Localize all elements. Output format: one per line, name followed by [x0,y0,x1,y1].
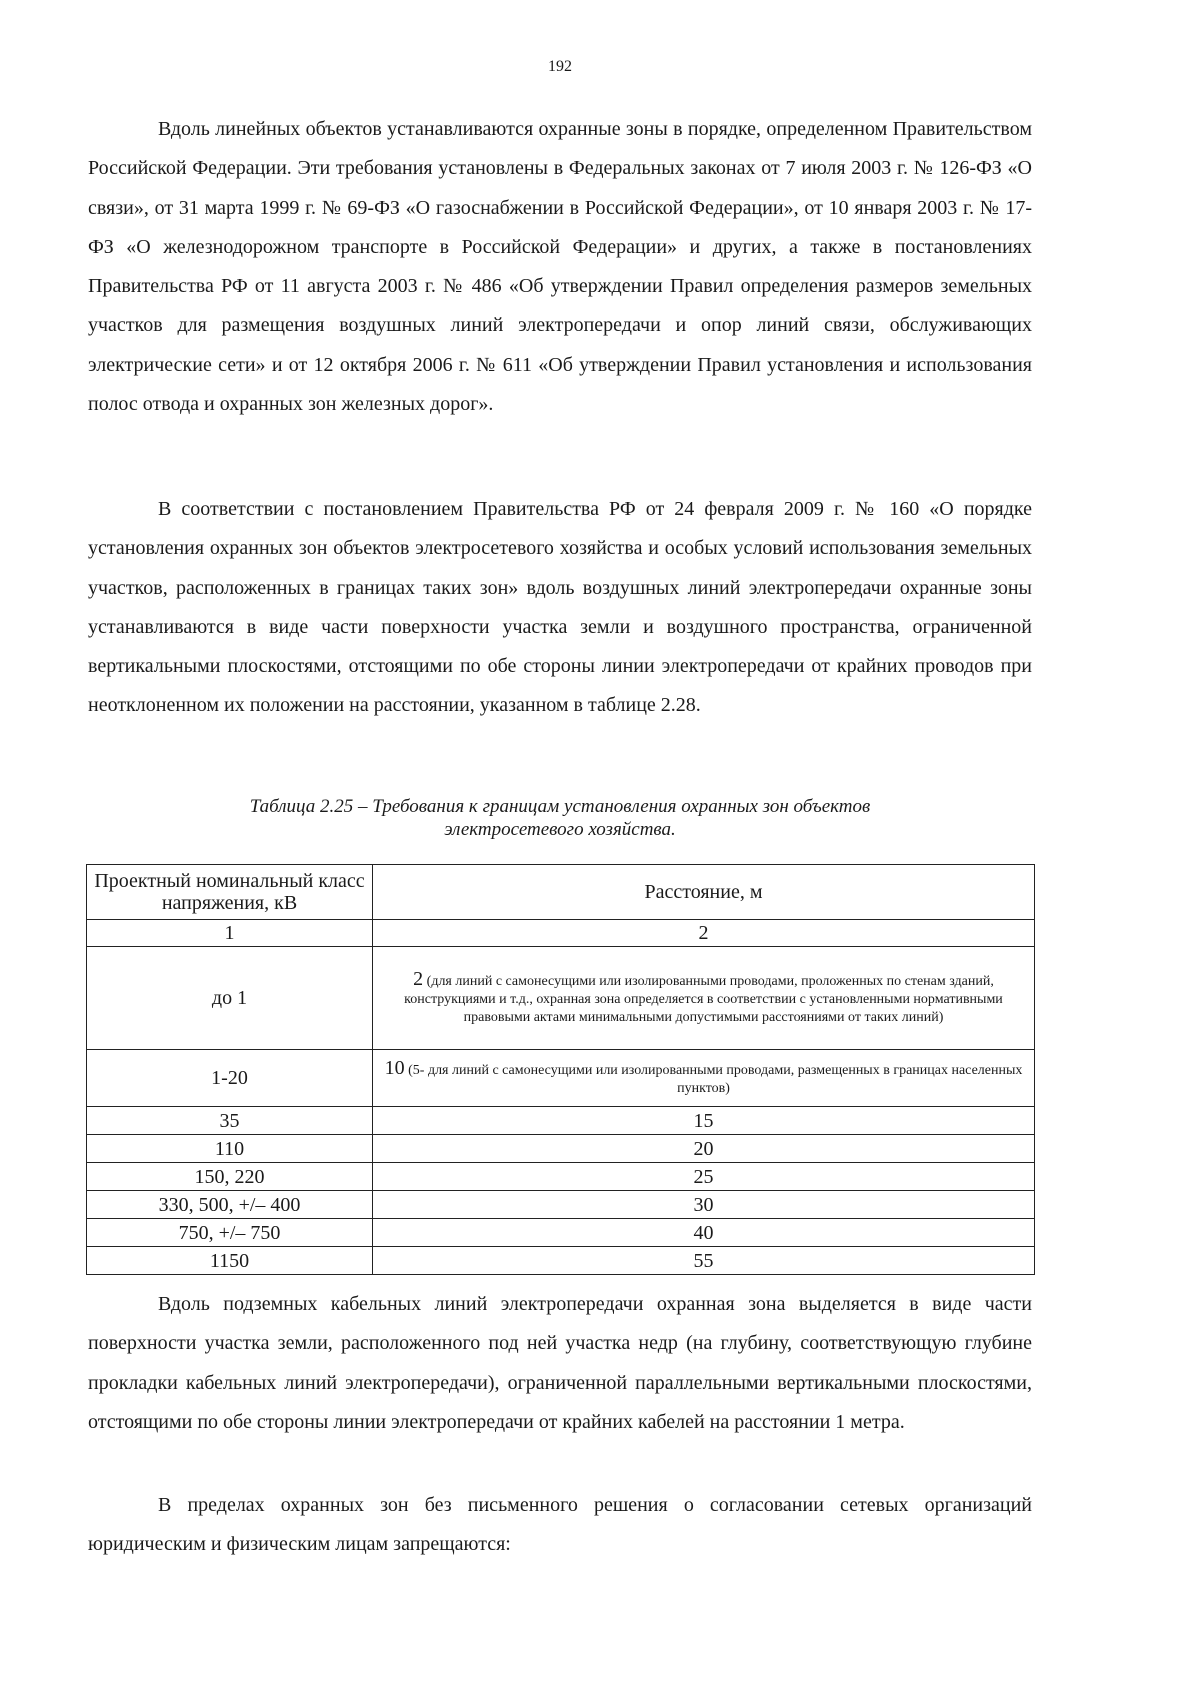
distance-cell [373,1050,1035,1107]
voltage-cell: 1-20 [87,1050,373,1107]
paragraph-cable-lines [88,1285,1032,1442]
voltage-cell: 330, 500, +/– 400 [87,1191,373,1219]
voltage-cell: до 1 [87,947,373,1050]
column-number-2: 2 [373,920,1035,947]
distance-cell: 30 [373,1191,1035,1219]
data-table [86,864,1035,1275]
distance-cell: 40 [373,1219,1035,1247]
voltage-cell: 1150 [87,1247,373,1275]
distance-cell: 25 [373,1163,1035,1191]
protection-zones-table [86,864,1035,1275]
paragraph-text: В пределах охранных зон без письменного решения о согласовании сетевых организаций юридическим и физическим лицам запрещаются: [88,1494,1032,1556]
table-caption-line-1: Таблица 2.25 – Требования к границам установления охранных зон объектов [249,796,871,817]
table-column-number-row [87,920,1035,947]
table-row [87,1135,1035,1163]
distance-value: 10 [384,1056,405,1079]
header-voltage: Проектный номинальный класс напряжения, кВ [87,865,373,920]
paragraph-linear-objects [88,110,1032,424]
table-caption [88,795,1032,841]
distance-note: (для линий с самонесущими или изолированными проводами, проложенных по стенам зданий, конструкциями и т.д., охранная зона определяется в соответствии с установленными нормативными правовыми актами минимальными допустимыми расстояниями от таких линий) [404,973,1003,1025]
table-row [87,1247,1035,1275]
table-row [87,1050,1035,1107]
header-distance: Расстояние, м [373,865,1035,920]
table-row [87,1191,1035,1219]
column-number-1: 1 [87,920,373,947]
distance-cell: 15 [373,1107,1035,1135]
table-header-row [87,865,1035,920]
distance-cell: 55 [373,1247,1035,1275]
paragraph-text: Вдоль подземных кабельных линий электропередачи охранная зона выделяется в виде части поверхности участка земли, расположенного под ней участка недр (на глубину, соответствующую глубине прокладки кабельных линий электропередачи), ограниченной параллельными вертикальными плоскостями, отстоящими по обе стороны линии электропередачи от крайних кабелей на расстоянии 1 метра. [88,1293,1032,1433]
distance-cell [373,947,1035,1050]
paragraph-text: В соответствии с постановлением Правительства РФ от 24 февраля 2009 г. № 160 «О порядке установления охранных зон объектов электросетевого хозяйства и особых условий использования земельных участков, расположенных в границах таких зон» вдоль воздушных линий электропередачи охранные зоны устанавливаются в виде части поверхности участка земли и воздушного пространства, ограниченной вертикальными плоскостями, отстоящими по обе стороны линии электропередачи от крайних проводов при неотклоненном их положении на расстоянии, указанном в таблице 2.28. [88,498,1032,717]
table-row [87,1107,1035,1135]
page-number: 192 [548,58,572,75]
distance-cell: 20 [373,1135,1035,1163]
voltage-cell: 110 [87,1135,373,1163]
distance-note: (5- для линий с самонесущими или изолированными проводами, размещенных в границах населенных пунктов) [408,1062,1023,1096]
distance-value: 2 [413,967,424,990]
paragraph-prohibitions [88,1486,1032,1565]
table-row [87,1219,1035,1247]
voltage-cell: 750, +/– 750 [87,1219,373,1247]
table-row [87,947,1035,1050]
voltage-cell: 35 [87,1107,373,1135]
table-caption-line-2: электросетевого хозяйства. [444,819,676,840]
paragraph-power-lines [88,490,1032,726]
voltage-cell: 150, 220 [87,1163,373,1191]
table-row [87,1163,1035,1191]
paragraph-text: Вдоль линейных объектов устанавливаются охранные зоны в порядке, определенном Правительством Российской Федерации. Эти требования установлены в Федеральных законах от 7 июля 2003 г. № 126-ФЗ «О связи», от 31 марта 1999 г. № 69-ФЗ «О газоснабжении в Российской Федерации», от 10 января 2003 г. № 17-ФЗ «О железнодорожном транспорте в Российской Федерации» и других, а также в постановлениях Правительства РФ от 11 августа 2003 г. № 486 «Об утверждении Правил определения размеров земельных участков для размещения воздушных линий электропередачи и опор линий связи, обслуживающих электрические сети» и от 12 октября 2006 г. № 611 «Об утверждении Правил установления и использования полос отвода и охранных зон железных дорог». [88,118,1032,416]
